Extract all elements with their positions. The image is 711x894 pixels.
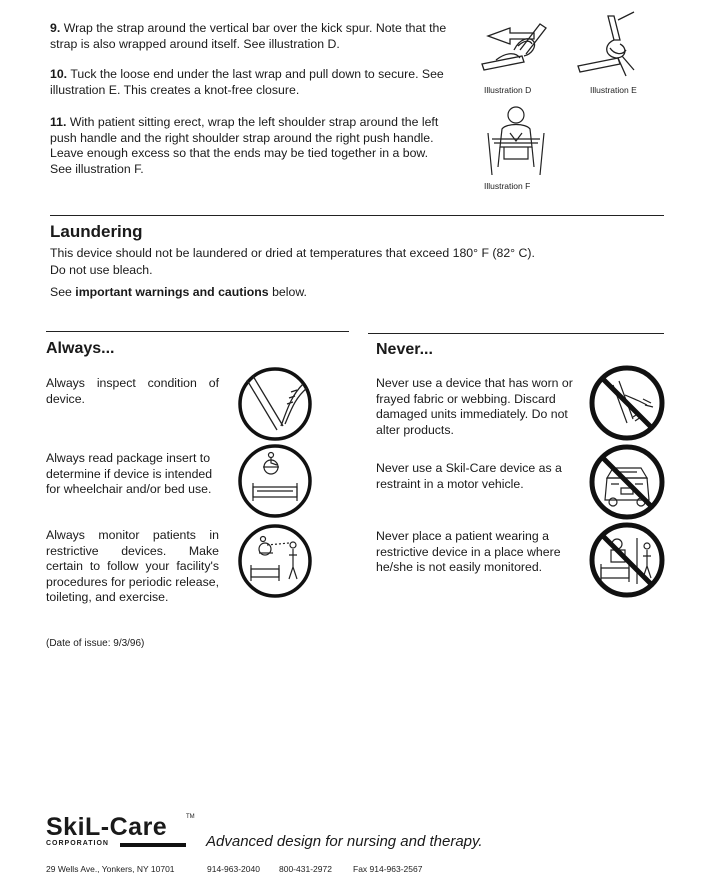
see-bold: important warnings and cautions [75,285,269,299]
footer-address: 29 Wells Ave., Yonkers, NY 10701 [46,864,175,874]
step-9-text: Wrap the strap around the vertical bar over the kick spur. Note that the strap is also wrapped around itself. See illustration D. [50,21,447,51]
always-item-2: Always read package insert to determine if device is intended for wheelchair and/or bed use. [46,451,213,497]
footer-tagline: Advanced design for nursing and therapy. [206,833,483,850]
never-heading: Never... [376,341,433,358]
see-prefix: See [50,285,76,299]
logo-bar [120,843,186,847]
footer-fax: Fax 914-963-2567 [353,864,423,874]
laundering-line-2: Do not use bleach. [50,263,153,277]
step-9 [50,21,452,52]
laundering-heading: Laundering [50,222,143,241]
always-item-3: Always monitor patients in restrictive devices. Make certain to follow your facility's procedures for periodic release, toileting, and exercise. [46,528,219,605]
step-10-text: Tuck the loose end under the last wrap and pull down to secure. See illustration E. This creates a knot-free closure. [50,67,444,97]
no-frayed-fabric-icon [589,365,665,441]
logo-name: SkiL-Care [46,813,168,841]
skil-care-logo [46,813,195,854]
logo-corporation: CORPORATION [46,840,109,847]
step-10 [50,67,452,98]
issue-date: (Date of issue: 9/3/96) [46,638,145,649]
no-vehicle-restraint-icon [589,444,665,520]
step-11-text: With patient sitting erect, wrap the left shoulder strap around the left push handle and the right shoulder strap around the right push handle. Leave enough excess so that the ends may be tied together in a bow. See illustration F. [50,115,439,176]
illustration-f-caption: Illustration F [484,181,531,191]
logo-tm: TM [186,814,195,820]
illustration-e-caption: Illustration E [590,85,637,95]
footer-phone-1: 914-963-2040 [207,864,260,874]
step-10-number: 10. [50,67,68,81]
never-item-3: Never place a patient wearing a restrictive device in a place where he/she is not easily monitored. [376,529,561,575]
always-heading: Always... [46,340,115,357]
illustration-f-drawing [478,103,558,183]
illustration-d-caption: Illustration D [484,85,532,95]
never-item-1: Never use a device that has worn or frayed fabric or webbing. Discard damaged units immediately. Do not alter products. [376,376,573,437]
package-insert-icon [237,443,313,519]
never-item-2: Never use a Skil-Care device as a restraint in a motor vehicle. [376,461,562,491]
step-9-number: 9. [50,21,61,35]
monitor-patient-icon [237,523,313,599]
see-suffix: below. [268,285,307,299]
divider-laundering [50,215,664,216]
always-item-1: Always inspect condition of device. [46,376,219,406]
footer-phone-2: 800-431-2972 [279,864,332,874]
step-11 [50,115,452,177]
laundering-line-1: This device should not be laundered or dried at temperatures that exceed 180° F (82° C). [50,246,535,260]
inspect-device-icon [237,366,313,442]
laundering-see-warnings [50,285,660,301]
divider-never [368,333,664,334]
divider-always [46,331,349,332]
no-unmonitored-place-icon [589,522,665,598]
illustration-d-drawing [476,14,556,82]
step-11-number: 11. [50,115,67,129]
illustration-e-drawing [574,10,654,80]
